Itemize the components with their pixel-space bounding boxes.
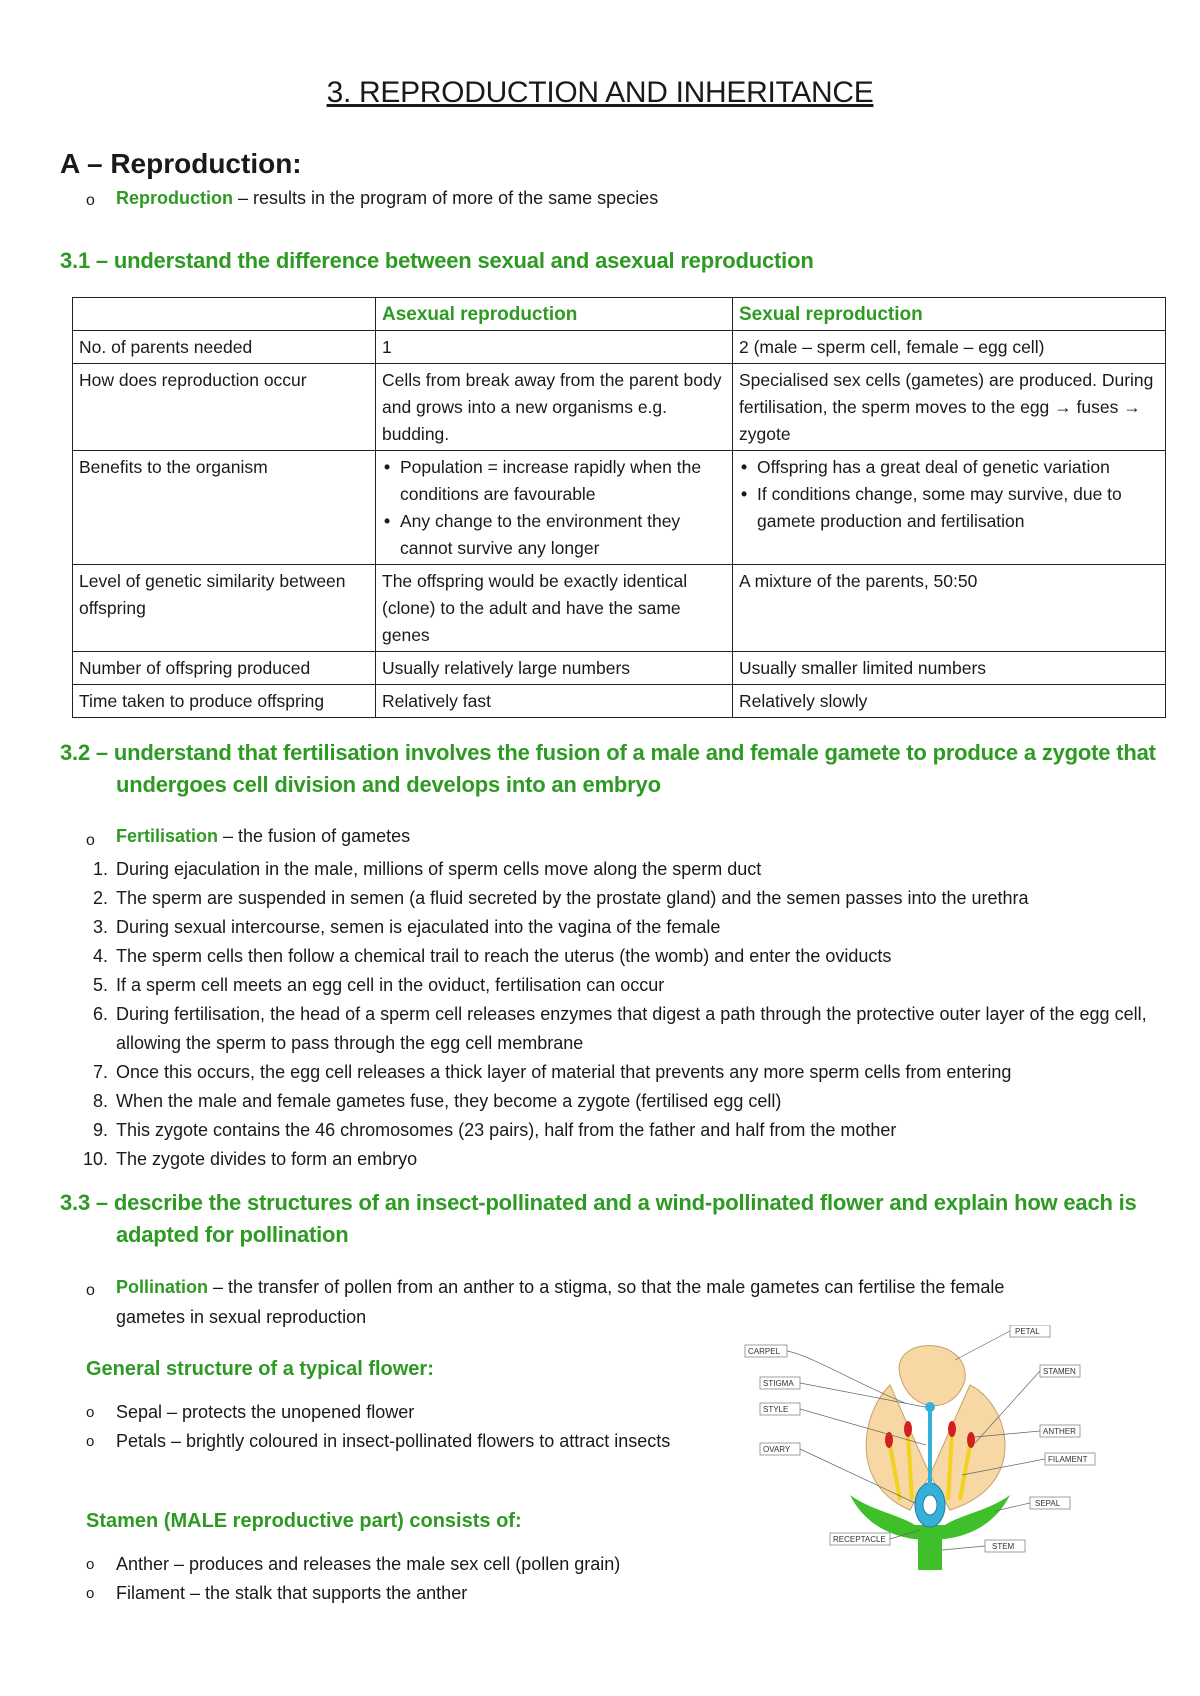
list-text: During ejaculation in the male, millions of sperm cells move along the sperm duct (116, 859, 762, 879)
label-filament: FILAMENT (1048, 1455, 1088, 1464)
list-number: 6. (92, 1004, 108, 1024)
list-number: 10. (82, 1149, 108, 1169)
table-cell: A mixture of the parents, 50:50 (733, 565, 1166, 652)
stamen-heading: Stamen (MALE reproductive part) consists of: (86, 1510, 522, 1532)
list-number: 4. (92, 946, 108, 966)
fertilisation-term: Fertilisation (116, 826, 219, 846)
table-row-label: Benefits to the organism (73, 451, 376, 565)
list-item (80, 855, 1180, 884)
comparison-table (72, 297, 1166, 718)
petal-top-shape (899, 1346, 965, 1406)
table-cell: The offspring would be exactly identical (clone) to the adult and have the same genes (376, 565, 733, 652)
anther-shape (904, 1421, 912, 1437)
section-3-3-heading: 3.3 – describe the structures of an insect-pollinated and a wind-pollinated flower and explain how each is (60, 1190, 1137, 1215)
table-cell: 1 (376, 331, 733, 364)
table-row (73, 565, 1166, 652)
list-item (86, 1579, 706, 1608)
list-item (80, 971, 1180, 1000)
table-row (73, 652, 1166, 685)
table-row (73, 685, 1166, 718)
list-number: 8. (92, 1091, 108, 1111)
list-text: If a sperm cell meets an egg cell in the oviduct, fertilisation can occur (116, 975, 665, 995)
flower-diagram (740, 1325, 1120, 1575)
table-header-cell: Sexual reproduction (733, 298, 1166, 331)
list-text: The sperm are suspended in semen (a fluid secreted by the prostate gland) and the semen passes into the urethra (116, 888, 1029, 908)
label-stigma: STIGMA (763, 1379, 794, 1388)
list-text: Anther – produces and releases the male sex cell (pollen grain) (116, 1554, 621, 1574)
reproduction-definition (116, 188, 658, 209)
general-structure-heading: General structure of a typical flower: (86, 1358, 434, 1380)
list-item (86, 1427, 706, 1456)
style-shape (928, 1407, 932, 1485)
list-item (80, 1000, 1180, 1058)
section-3-2-heading-cont: undergoes cell division and develops into an embryo (116, 772, 661, 797)
pollination-text: – the transfer of pollen from an anther to a stigma, so that the male gametes can fertilise the female (208, 1277, 1005, 1297)
list-number: 1. (92, 859, 108, 879)
list-item: • If conditions change, some may survive, due to gamete production and fertilisation (757, 481, 1159, 535)
table-row-label: Level of genetic similarity between offspring (73, 565, 376, 652)
table-cell: Usually relatively large numbers (376, 652, 733, 685)
page-title: 3. REPRODUCTION AND INHERITANCE (326, 76, 874, 109)
list-number: 2. (92, 888, 108, 908)
table-row (73, 331, 1166, 364)
list-text: Filament – the stalk that supports the anther (116, 1583, 468, 1603)
table-header-cell: Asexual reproduction (376, 298, 733, 331)
leader-line (787, 1351, 905, 1403)
reproduction-text: – results in the program of more of the same species (233, 188, 659, 208)
leader-line (942, 1546, 985, 1550)
table-cell: Relatively fast (376, 685, 733, 718)
label-carpel: CARPEL (748, 1347, 781, 1356)
ovule-shape (923, 1495, 937, 1515)
list-number: 5. (92, 975, 108, 995)
bullet-o-icon: o (86, 1282, 95, 1299)
leader-line (955, 1331, 1010, 1360)
fertilisation-definition (116, 826, 410, 847)
list-item (80, 1116, 1180, 1145)
label-stem: STEM (992, 1542, 1015, 1551)
label-anther: ANTHER (1043, 1427, 1076, 1436)
table-row (73, 364, 1166, 451)
table-row-label: No. of parents needed (73, 331, 376, 364)
table-cell: Relatively slowly (733, 685, 1166, 718)
table-row-label: Time taken to produce offspring (73, 685, 376, 718)
list-number: 3. (92, 917, 108, 937)
list-item: • Population = increase rapidly when the conditions are favourable (400, 454, 726, 508)
table-cell (376, 451, 733, 565)
fertilisation-text: – the fusion of gametes (218, 826, 411, 846)
list-text: The zygote divides to form an embryo (116, 1149, 418, 1169)
list-number: 9. (92, 1120, 108, 1140)
label-ovary: OVARY (763, 1445, 791, 1454)
bullet-list (382, 454, 726, 562)
section-3-2-heading: 3.2 – understand that fertilisation involves the fusion of a male and female gamete to produce a zygote that (60, 740, 1156, 765)
list-item (80, 942, 1180, 971)
label-sepal: SEPAL (1035, 1499, 1061, 1508)
pollination-text-cont: gametes in sexual reproduction (116, 1307, 367, 1327)
bullet-o-icon: o (86, 1404, 95, 1421)
list-text: During fertilisation, the head of a sperm cell releases enzymes that digest a path through the protective outer layer of the egg cell, allowing the sperm to pass through the egg cell membrane (116, 1004, 1147, 1053)
section-3-1-heading: 3.1 – understand the difference between sexual and asexual reproduction (60, 248, 814, 273)
list-item (80, 1145, 1180, 1174)
label-receptacle: RECEPTACLE (833, 1535, 886, 1544)
table-header-cell (73, 298, 376, 331)
table-row-label: Number of offspring produced (73, 652, 376, 685)
list-text: The sperm cells then follow a chemical trail to reach the uterus (the womb) and enter the oviducts (116, 946, 892, 966)
anther-shape (967, 1432, 975, 1448)
bullet-o-icon: o (86, 1556, 95, 1573)
table-cell: Cells from break away from the parent body and grows into a new organisms e.g. budding. (376, 364, 733, 451)
list-number: 7. (92, 1062, 108, 1082)
pollination-definition (116, 1277, 1004, 1298)
table-cell: Specialised sex cells (gametes) are produced. During fertilisation, the sperm moves to the egg → fuses → zygote (733, 364, 1166, 451)
stem-shape (918, 1530, 942, 1570)
list-item (86, 1398, 706, 1427)
flower-parts-list (86, 1398, 706, 1456)
bullet-o-icon: o (86, 192, 95, 209)
list-item (80, 1058, 1180, 1087)
list-item: • Offspring has a great deal of genetic variation (757, 454, 1159, 481)
pollination-term: Pollination (116, 1277, 208, 1297)
section-a-heading: A – Reproduction: (60, 148, 302, 179)
stigma-shape (925, 1402, 935, 1412)
list-item: • Any change to the environment they cannot survive any longer (400, 508, 726, 562)
label-style: STYLE (763, 1405, 789, 1414)
table-cell: Usually smaller limited numbers (733, 652, 1166, 685)
list-text: When the male and female gametes fuse, they become a zygote (fertilised egg cell) (116, 1091, 782, 1111)
bullet-o-icon: o (86, 832, 95, 849)
table-cell: 2 (male – sperm cell, female – egg cell) (733, 331, 1166, 364)
table-row-label: How does reproduction occur (73, 364, 376, 451)
table-cell (733, 451, 1166, 565)
list-item (86, 1550, 706, 1579)
label-petal: PETAL (1015, 1327, 1040, 1336)
bullet-o-icon: o (86, 1585, 95, 1602)
list-text: Petals – brightly coloured in insect-pollinated flowers to attract insects (116, 1431, 671, 1451)
table-row (73, 451, 1166, 565)
list-item (80, 1087, 1180, 1116)
list-item (80, 884, 1180, 913)
list-text: This zygote contains the 46 chromosomes (23 pairs), half from the father and half from the mother (116, 1120, 897, 1140)
fertilisation-steps (80, 855, 1180, 1174)
table-header-row (73, 298, 1166, 331)
list-item (80, 913, 1180, 942)
reproduction-term: Reproduction (116, 188, 233, 208)
section-3-3-heading-cont: adapted for pollination (116, 1222, 349, 1247)
list-text: Once this occurs, the egg cell releases a thick layer of material that prevents any more sperm cells from entering (116, 1062, 1012, 1082)
bullet-o-icon: o (86, 1433, 95, 1450)
stamen-parts-list (86, 1550, 706, 1608)
label-stamen: STAMEN (1043, 1367, 1076, 1376)
list-text: During sexual intercourse, semen is ejaculated into the vagina of the female (116, 917, 721, 937)
anther-shape (948, 1421, 956, 1437)
list-text: Sepal – protects the unopened flower (116, 1402, 415, 1422)
bullet-list (739, 454, 1159, 535)
